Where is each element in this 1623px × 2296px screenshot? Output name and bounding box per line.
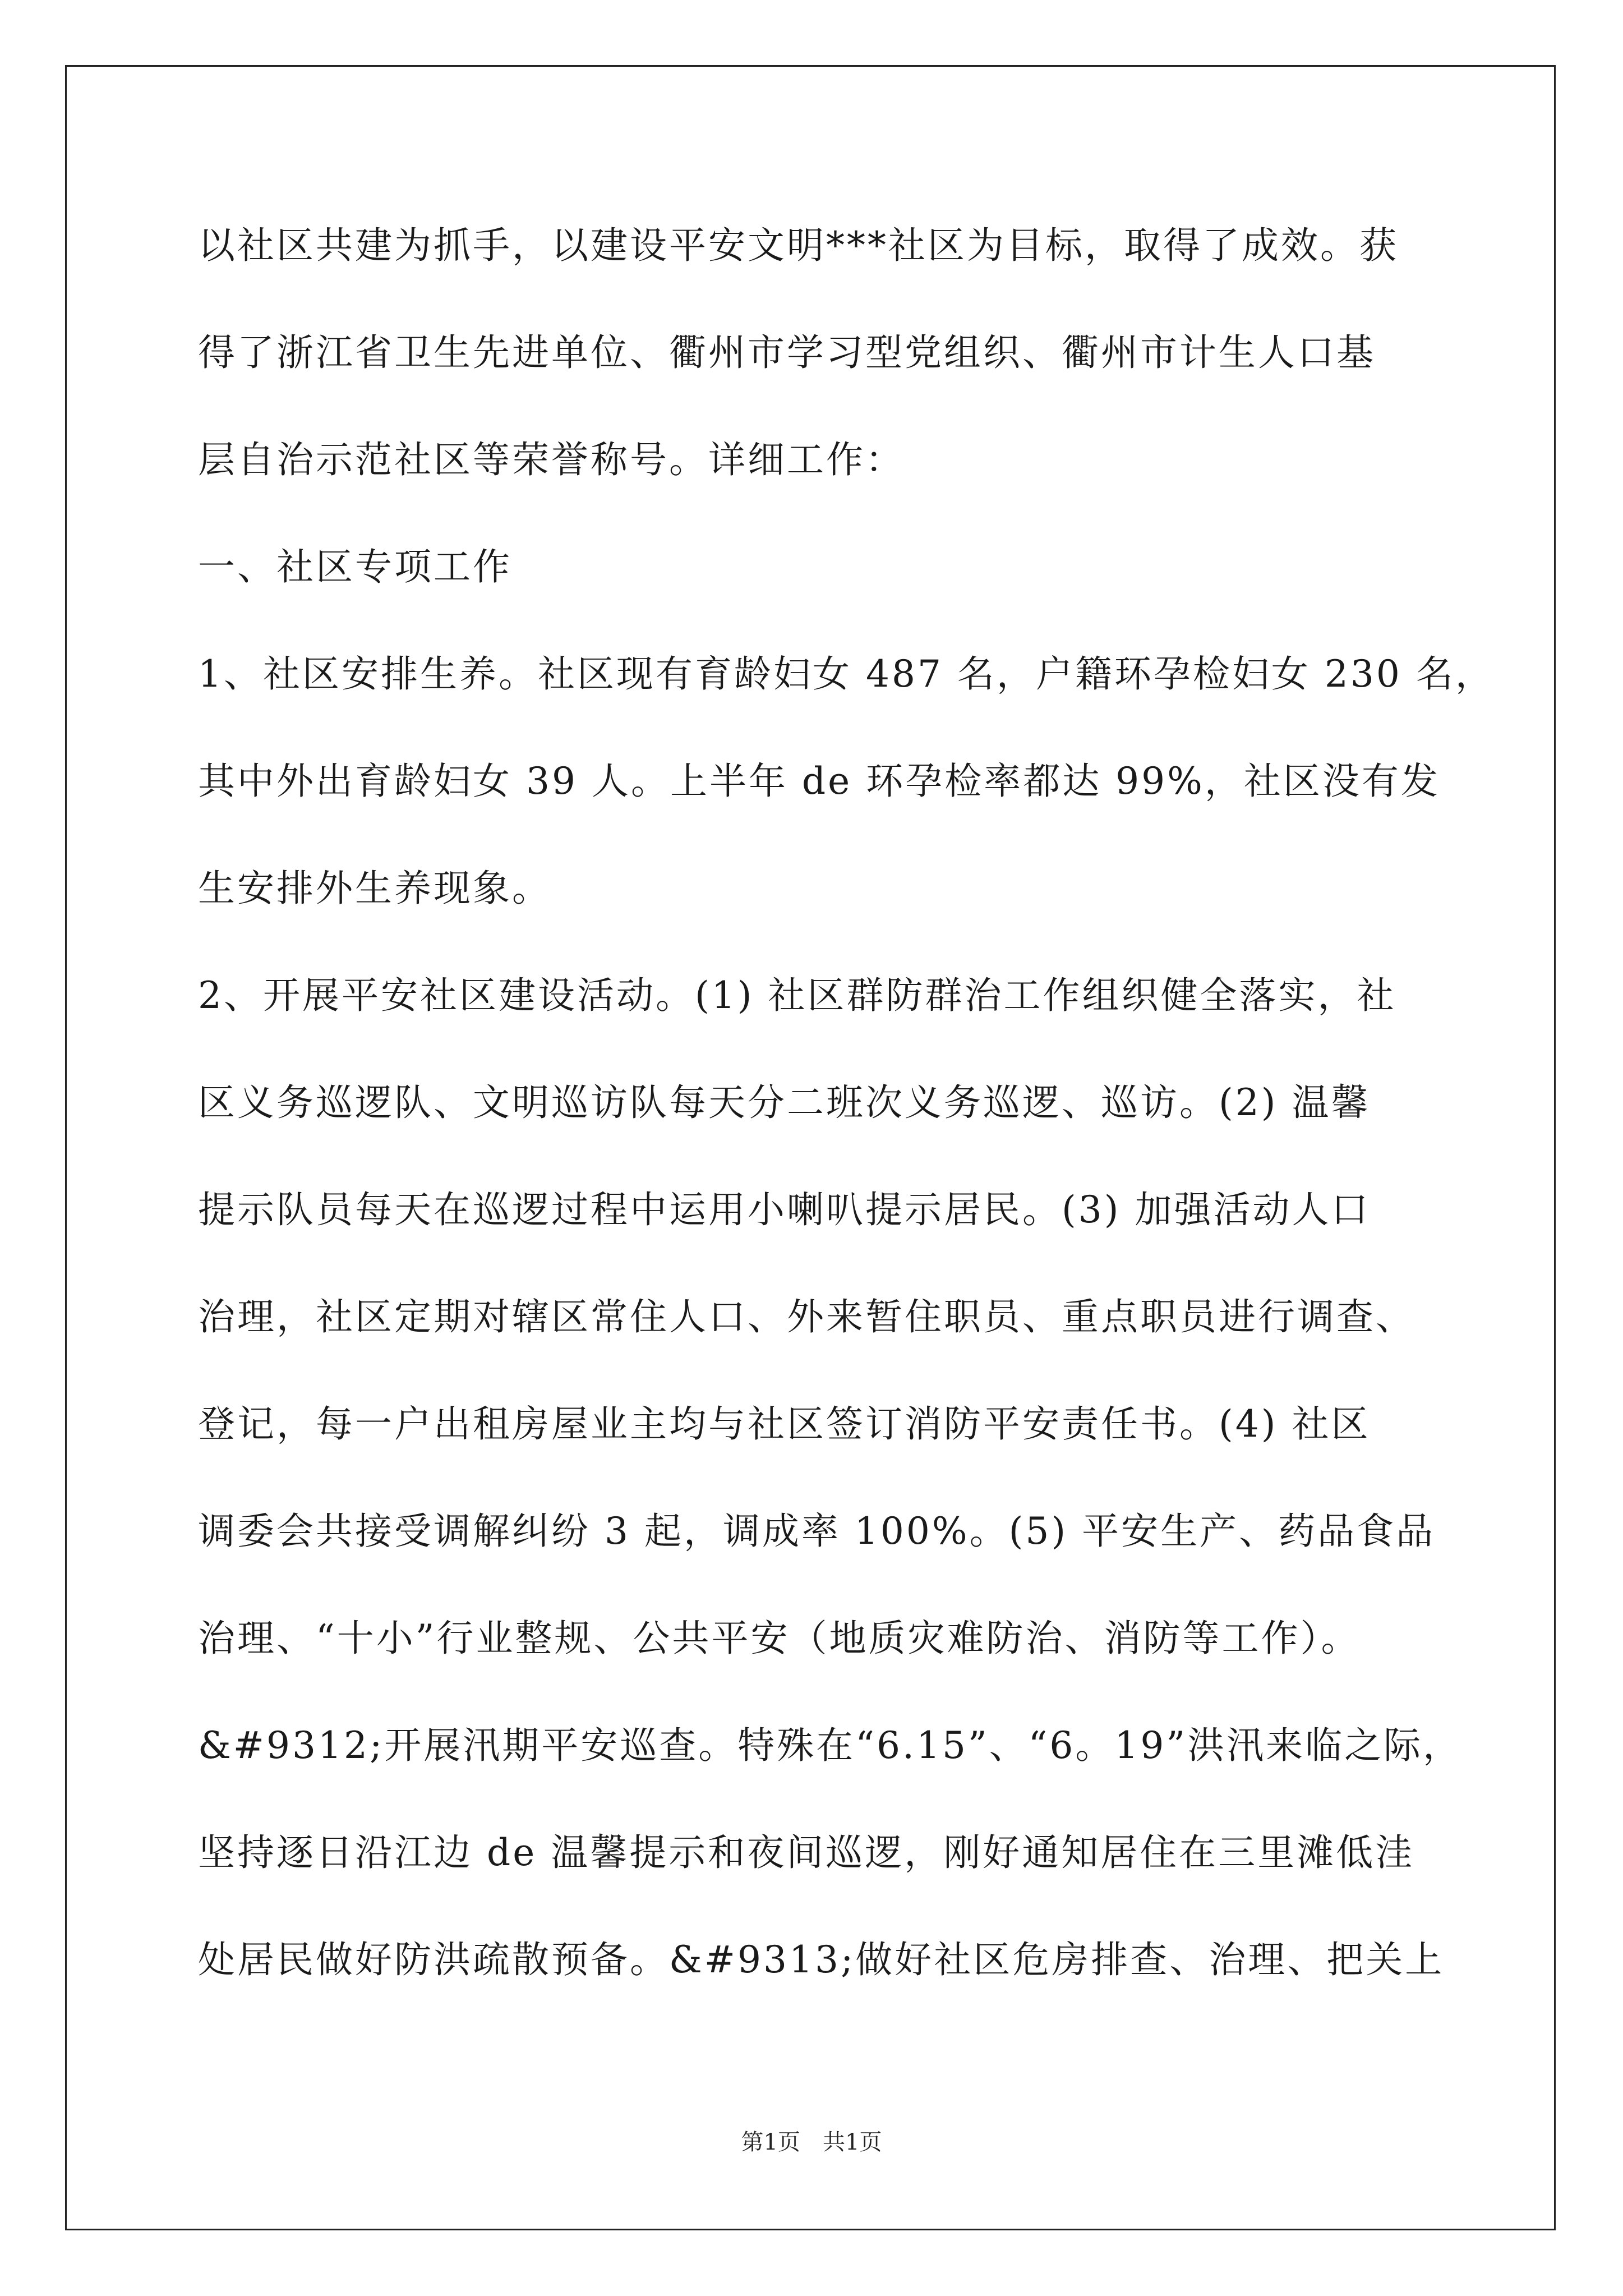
text-line: 1、社区安排生养。社区现有育龄妇女 487 名，户籍环孕检妇女 230 名， — [198, 652, 1495, 696]
text-line: 得了浙江省卫生先进单位、衢州市学习型党组织、衢州市计生人口基 — [198, 331, 1376, 374]
text-line: 以社区共建为抓手，以建设平安文明***社区为目标，取得了成效。获 — [198, 224, 1399, 267]
text-line: &#9312;开展汛期平安巡查。特殊在“6.15”、“6。19”洪汛来临之际， — [198, 1724, 1463, 1767]
text-line: 生安排外生养现象。 — [198, 867, 551, 910]
text-line: 坚持逐日沿江边 de 温馨提示和夜间巡逻，刚好通知居住在三里滩低洼 — [198, 1831, 1415, 1874]
text-line: 区义务巡逻队、文明巡访队每天分二班次义务巡逻、巡访。(2) 温馨 — [198, 1081, 1371, 1124]
page-footer: 第1页 共1页 — [741, 2129, 882, 2155]
text-line: 调委会共接受调解纠纷 3 起，调成率 100%。(5) 平安生产、药品食品 — [198, 1510, 1436, 1553]
text-line: 层自治示范社区等荣誉称号。详细工作： — [198, 438, 905, 481]
text-line: 治理、“十小”行业整规、公共平安（地质灾难防治、消防等工作）。 — [198, 1617, 1361, 1660]
section-heading: 一、社区专项工作 — [198, 545, 512, 588]
text-line: 处居民做好防洪疏散预备。&#9313;做好社区危房排查、治理、把关上 — [198, 1938, 1445, 1981]
text-line: 2、开展平安社区建设活动。(1) 社区群防群治工作组织健全落实，社 — [198, 974, 1396, 1017]
text-line: 提示队员每天在巡逻过程中运用小喇叭提示居民。(3) 加强活动人口 — [198, 1188, 1371, 1231]
document-body — [198, 222, 1495, 2044]
text-line: 登记，每一户出租房屋业主均与社区签订消防平安责任书。(4) 社区 — [198, 1402, 1371, 1446]
text-line: 治理，社区定期对辖区常住人口、外来暂住职员、重点职员进行调查、 — [198, 1295, 1415, 1338]
text-line: 其中外出育龄妇女 39 人。上半年 de 环孕检率都达 99%，社区没有发 — [198, 760, 1440, 803]
